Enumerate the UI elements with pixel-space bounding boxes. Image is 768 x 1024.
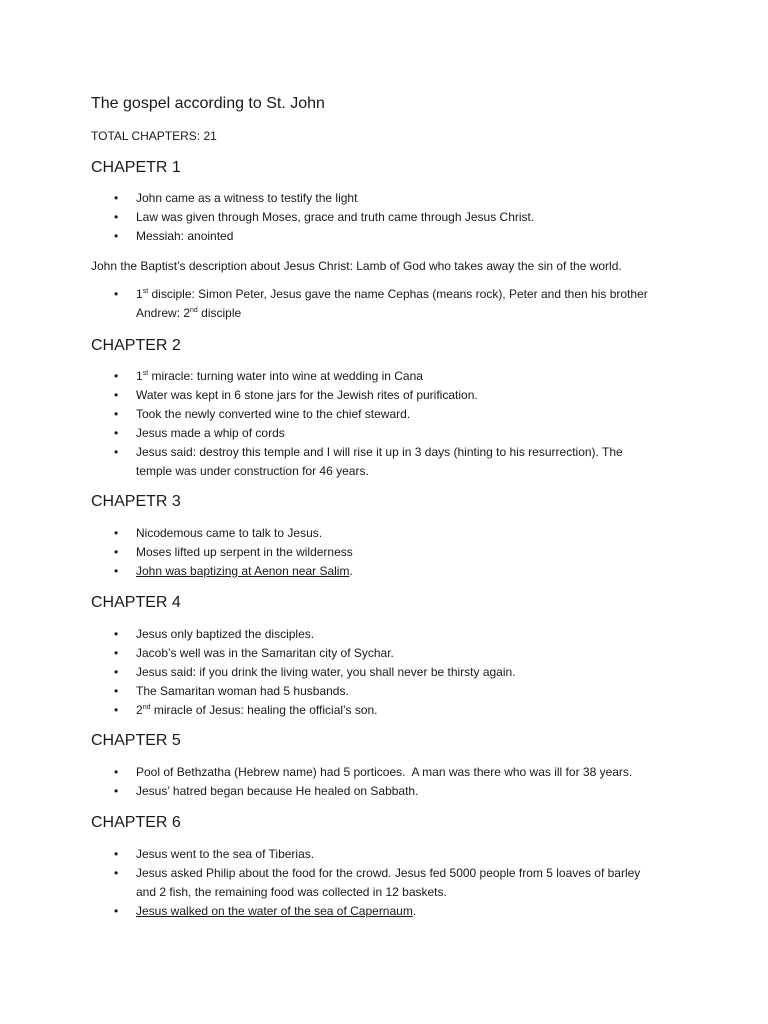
list-item-number: 1 xyxy=(136,369,143,383)
bullet-icon: • xyxy=(114,210,119,224)
list-item-text: miracle: turning water into wine at wedding in Cana xyxy=(148,369,423,383)
bullet-icon: • xyxy=(114,646,119,660)
list-item-text: Took the newly converted wine to the chief steward. xyxy=(136,407,411,421)
list-item-text: Nicodemous came to talk to Jesus. xyxy=(136,526,323,540)
bullet-icon: • xyxy=(114,627,119,641)
list-item-text-continued: and 2 fish, the remaining food was collected in 12 baskets. xyxy=(136,885,447,899)
list-item xyxy=(0,424,768,443)
list-item xyxy=(0,367,768,386)
bullet-icon: • xyxy=(114,765,119,779)
list-item xyxy=(0,227,768,246)
chapter-6-bullet-list xyxy=(0,845,768,921)
bullet-icon: • xyxy=(114,866,119,880)
bullet-icon: • xyxy=(114,564,119,578)
list-item-text: Jesus’ hatred began because He healed on Sabbath. xyxy=(136,784,419,798)
list-item xyxy=(0,208,768,227)
bullet-icon: • xyxy=(114,407,119,421)
list-item xyxy=(0,285,768,323)
list-item-text: John came as a witness to testify the light xyxy=(136,191,358,205)
list-item-text: disciple: Simon Peter, Jesus gave the name Cephas (means rock), Peter and then his brother xyxy=(148,287,648,301)
list-item xyxy=(0,625,768,644)
list-item xyxy=(0,189,768,208)
list-item-text: miracle of Jesus: healing the official’s son. xyxy=(150,703,378,717)
list-item-number: 1 xyxy=(136,287,143,301)
bullet-icon: • xyxy=(114,526,119,540)
list-item-text-continued: temple was under construction for 46 years. xyxy=(136,464,369,478)
list-item-text: Jesus asked Philip about the food for the crowd. Jesus fed 5000 people from 5 loaves of barley xyxy=(136,866,641,880)
list-item-text: Jesus said: if you drink the living water, you shall never be thirsty again. xyxy=(136,665,516,679)
list-item-text: Moses lifted up serpent in the wilderness xyxy=(136,545,353,559)
list-item xyxy=(0,682,768,701)
bullet-icon: • xyxy=(114,388,119,402)
chapter-1-paragraph: John the Baptist’s description about Jesus Christ: Lamb of God who takes away the sin of the world. xyxy=(91,259,622,273)
list-item xyxy=(0,386,768,405)
list-item xyxy=(0,782,768,801)
list-item xyxy=(0,543,768,562)
list-item-text-tail: disciple xyxy=(197,306,242,320)
list-item-text-underlined: Jesus walked on the water of the sea of Capernaum xyxy=(136,904,413,918)
list-item xyxy=(0,845,768,864)
list-item xyxy=(0,902,768,921)
bullet-icon: • xyxy=(114,369,119,383)
bullet-icon: • xyxy=(114,229,119,243)
list-item-text-underlined: John was baptizing at Aenon near Salim xyxy=(136,564,350,578)
list-item xyxy=(0,701,768,720)
document-title: The gospel according to St. John xyxy=(91,95,325,112)
chapter-6-heading: CHAPTER 6 xyxy=(91,814,181,831)
bullet-icon: • xyxy=(114,545,119,559)
list-item xyxy=(0,864,768,902)
list-item-text-continued: Andrew: 2 xyxy=(136,306,191,320)
list-item-text-tail: . xyxy=(412,904,417,918)
ordinal-suffix: nd xyxy=(142,704,151,711)
bullet-icon: • xyxy=(114,904,119,918)
bullet-icon: • xyxy=(114,287,119,301)
bullet-icon: • xyxy=(114,684,119,698)
bullet-icon: • xyxy=(114,784,119,798)
total-chapters-line: TOTAL CHAPTERS: 21 xyxy=(91,129,217,143)
bullet-icon: • xyxy=(114,703,119,717)
chapter-3-bullet-list xyxy=(0,524,768,581)
chapter-2-heading: CHAPTER 2 xyxy=(91,337,181,354)
list-item xyxy=(0,405,768,424)
ordinal-suffix: st xyxy=(142,370,149,377)
list-item xyxy=(0,763,768,782)
list-item xyxy=(0,644,768,663)
list-item-text-tail: . xyxy=(349,564,353,578)
chapter-1-bullet-list-2 xyxy=(0,285,768,323)
list-item-text: Jesus only baptized the disciples. xyxy=(136,627,315,641)
bullet-icon: • xyxy=(114,426,119,440)
list-item xyxy=(0,562,768,581)
list-item xyxy=(0,443,768,481)
chapter-3-heading: CHAPETR 3 xyxy=(91,493,181,510)
chapter-1-bullet-list xyxy=(0,189,768,246)
bullet-icon: • xyxy=(114,847,119,861)
list-item-text: Water was kept in 6 stone jars for the Jewish rites of purification. xyxy=(136,388,478,402)
chapter-4-heading: CHAPTER 4 xyxy=(91,594,181,611)
list-item-text: Jesus went to the sea of Tiberias. xyxy=(136,847,315,861)
list-item xyxy=(0,524,768,543)
bullet-icon: • xyxy=(114,191,119,205)
chapter-5-bullet-list xyxy=(0,763,768,801)
bullet-icon: • xyxy=(114,665,119,679)
chapter-1-heading: CHAPETR 1 xyxy=(91,159,181,176)
bullet-icon: • xyxy=(114,445,119,459)
list-item-text: Jacob’s well was in the Samaritan city of Sychar. xyxy=(136,646,394,660)
chapter-2-bullet-list xyxy=(0,367,768,481)
list-item-text: Messiah: anointed xyxy=(136,229,234,243)
chapter-4-bullet-list xyxy=(0,625,768,720)
list-item-text: The Samaritan woman had 5 husbands. xyxy=(136,684,349,698)
list-item-text: Pool of Bethzatha (Hebrew name) had 5 porticoes. A man was there who was ill for 38 years. xyxy=(136,765,633,779)
ordinal-suffix: st xyxy=(142,288,149,295)
list-item-number: 2 xyxy=(136,703,143,717)
list-item xyxy=(0,663,768,682)
list-item-text: Law was given through Moses, grace and truth came through Jesus Christ. xyxy=(136,210,535,224)
list-item-text: Jesus said: destroy this temple and I will rise it up in 3 days (hinting to his resurrection). The xyxy=(136,445,623,459)
ordinal-suffix: nd xyxy=(190,307,198,314)
list-item-text: Jesus made a whip of cords xyxy=(136,426,285,440)
chapter-5-heading: CHAPTER 5 xyxy=(91,732,181,749)
